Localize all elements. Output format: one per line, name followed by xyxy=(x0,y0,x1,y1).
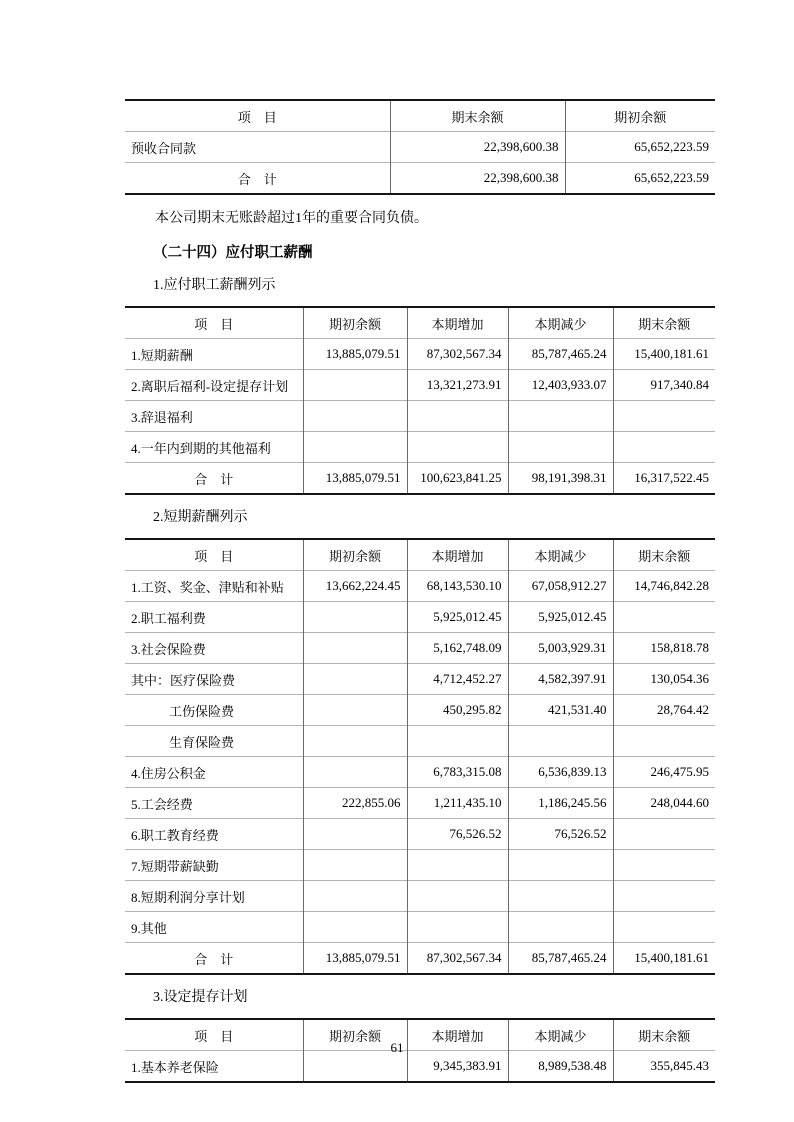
value-cell: 13,885,079.51 xyxy=(303,339,407,370)
value-cell: 6,783,315.08 xyxy=(407,757,508,788)
table-row xyxy=(125,571,715,602)
value-cell: 1,186,245.56 xyxy=(508,788,613,819)
value-cell: 14,746,842.28 xyxy=(613,571,715,602)
value-cell xyxy=(508,726,613,757)
table-row xyxy=(125,339,715,370)
note-text: 本公司期末无账龄超过1年的重要合同负债。 xyxy=(155,211,428,226)
value-cell: 12,403,933.07 xyxy=(508,370,613,401)
column-header: 本期增加 xyxy=(407,307,508,339)
value-cell xyxy=(613,850,715,881)
value-cell: 13,885,079.51 xyxy=(303,943,407,975)
total-row xyxy=(125,163,715,195)
value-cell xyxy=(613,432,715,463)
value-cell: 15,400,181.61 xyxy=(613,943,715,975)
table-row xyxy=(125,757,715,788)
table-header-row xyxy=(125,307,715,339)
value-cell xyxy=(303,819,407,850)
table-row xyxy=(125,370,715,401)
value-cell: 8,989,538.48 xyxy=(508,1051,613,1083)
value-cell: 222,855.06 xyxy=(303,788,407,819)
value-cell xyxy=(407,850,508,881)
column-header: 项 目 xyxy=(194,548,234,564)
value-cell xyxy=(303,370,407,401)
value-cell: 9,345,383.91 xyxy=(407,1051,508,1083)
total-row xyxy=(125,463,715,495)
value-cell: 13,885,079.51 xyxy=(303,463,407,495)
column-header: 本期增加 xyxy=(407,539,508,571)
table-row xyxy=(125,132,715,163)
table-row xyxy=(125,664,715,695)
value-cell: 76,526.52 xyxy=(407,819,508,850)
value-cell xyxy=(303,432,407,463)
item-cell: 5.工会经费 xyxy=(125,788,303,819)
value-cell: 65,652,223.59 xyxy=(565,132,715,163)
subsection-title-2: 2.短期薪酬列示 xyxy=(153,510,248,525)
table-row xyxy=(125,401,715,432)
value-cell xyxy=(303,881,407,912)
value-cell: 13,321,273.91 xyxy=(407,370,508,401)
item-cell: 2.离职后福利-设定提存计划 xyxy=(125,370,303,401)
item-cell: 工伤保险费 xyxy=(125,695,303,726)
item-cell: 1.工资、奖金、津贴和补贴 xyxy=(125,571,303,602)
column-header: 本期增加 xyxy=(407,1019,508,1051)
value-cell xyxy=(613,401,715,432)
value-cell xyxy=(613,881,715,912)
table-row xyxy=(125,432,715,463)
page-number: 61 xyxy=(390,1040,404,1055)
value-cell xyxy=(303,850,407,881)
table-row xyxy=(125,819,715,850)
value-cell: 87,302,567.34 xyxy=(407,943,508,975)
table-row xyxy=(125,633,715,664)
payroll-summary-table xyxy=(125,306,715,495)
subsection-title-3: 3.设定提存计划 xyxy=(153,990,248,1005)
value-cell xyxy=(508,881,613,912)
item-cell: 4.一年内到期的其他福利 xyxy=(125,432,303,463)
value-cell: 16,317,522.45 xyxy=(613,463,715,495)
report-page-content xyxy=(125,0,715,1083)
value-cell xyxy=(613,602,715,633)
value-cell: 5,925,012.45 xyxy=(508,602,613,633)
value-cell: 76,526.52 xyxy=(508,819,613,850)
column-header: 本期减少 xyxy=(508,539,613,571)
value-cell: 6,536,839.13 xyxy=(508,757,613,788)
value-cell xyxy=(303,695,407,726)
value-cell: 5,003,929.31 xyxy=(508,633,613,664)
value-cell: 421,531.40 xyxy=(508,695,613,726)
value-cell xyxy=(303,664,407,695)
item-cell: 合 计 xyxy=(125,943,303,975)
item-cell: 6.职工教育经费 xyxy=(125,819,303,850)
value-cell: 4,582,397.91 xyxy=(508,664,613,695)
value-cell: 67,058,912.27 xyxy=(508,571,613,602)
value-cell: 15,400,181.61 xyxy=(613,339,715,370)
table-row xyxy=(125,912,715,943)
value-cell: 246,475.95 xyxy=(613,757,715,788)
value-cell: 158,818.78 xyxy=(613,633,715,664)
column-header: 项 目 xyxy=(194,1028,234,1044)
item-cell: 合 计 xyxy=(125,463,303,495)
item-cell: 预收合同款 xyxy=(125,132,390,163)
value-cell: 917,340.84 xyxy=(613,370,715,401)
value-cell xyxy=(508,401,613,432)
column-header: 本期减少 xyxy=(508,1019,613,1051)
value-cell: 4,712,452.27 xyxy=(407,664,508,695)
item-cell: 3.辞退福利 xyxy=(125,401,303,432)
column-header: 期初余额 xyxy=(303,539,407,571)
column-header: 期初余额 xyxy=(565,100,715,132)
value-cell xyxy=(613,726,715,757)
value-cell: 87,302,567.34 xyxy=(407,339,508,370)
table-row xyxy=(125,850,715,881)
value-cell: 65,652,223.59 xyxy=(565,163,715,195)
value-cell: 22,398,600.38 xyxy=(390,132,565,163)
item-cell: 4.住房公积金 xyxy=(125,757,303,788)
item-cell: 生育保险费 xyxy=(125,726,303,757)
value-cell xyxy=(613,912,715,943)
value-cell: 355,845.43 xyxy=(613,1051,715,1083)
value-cell xyxy=(303,757,407,788)
column-header: 本期减少 xyxy=(508,307,613,339)
value-cell: 130,054.36 xyxy=(613,664,715,695)
table-row xyxy=(125,695,715,726)
column-header: 项 目 xyxy=(194,316,234,332)
value-cell: 5,162,748.09 xyxy=(407,633,508,664)
value-cell xyxy=(407,432,508,463)
table-row xyxy=(125,788,715,819)
value-cell xyxy=(407,726,508,757)
value-cell: 28,764.42 xyxy=(613,695,715,726)
item-cell: 合 计 xyxy=(125,163,390,195)
column-header: 期末余额 xyxy=(613,539,715,571)
value-cell: 450,295.82 xyxy=(407,695,508,726)
value-cell: 248,044.60 xyxy=(613,788,715,819)
item-cell: 1.短期薪酬 xyxy=(125,339,303,370)
item-cell: 9.其他 xyxy=(125,912,303,943)
table-header-row xyxy=(125,100,715,132)
value-cell xyxy=(613,819,715,850)
table-row xyxy=(125,602,715,633)
value-cell: 100,623,841.25 xyxy=(407,463,508,495)
value-cell xyxy=(508,432,613,463)
value-cell xyxy=(407,912,508,943)
value-cell: 22,398,600.38 xyxy=(390,163,565,195)
value-cell xyxy=(303,912,407,943)
section-heading: （二十四）应付职工薪酬 xyxy=(153,245,313,261)
contract-liability-table xyxy=(125,99,715,195)
value-cell xyxy=(303,726,407,757)
subsection-title-1: 1.应付职工薪酬列示 xyxy=(153,278,276,293)
item-cell: 2.职工福利费 xyxy=(125,602,303,633)
value-cell xyxy=(303,633,407,664)
item-cell: 1.基本养老保险 xyxy=(125,1051,303,1083)
value-cell: 85,787,465.24 xyxy=(508,339,613,370)
value-cell: 13,662,224.45 xyxy=(303,571,407,602)
value-cell xyxy=(303,602,407,633)
table-row xyxy=(125,881,715,912)
column-header: 项 目 xyxy=(237,109,277,125)
column-header: 期末余额 xyxy=(390,100,565,132)
total-row xyxy=(125,943,715,975)
item-cell: 其中：医疗保险费 xyxy=(125,664,303,695)
column-header: 期末余额 xyxy=(613,1019,715,1051)
value-cell xyxy=(407,401,508,432)
value-cell: 98,191,398.31 xyxy=(508,463,613,495)
item-cell: 8.短期利润分享计划 xyxy=(125,881,303,912)
value-cell: 1,211,435.10 xyxy=(407,788,508,819)
item-cell: 7.短期带薪缺勤 xyxy=(125,850,303,881)
value-cell: 68,143,530.10 xyxy=(407,571,508,602)
value-cell xyxy=(508,850,613,881)
column-header: 期末余额 xyxy=(613,307,715,339)
value-cell xyxy=(303,401,407,432)
value-cell: 85,787,465.24 xyxy=(508,943,613,975)
value-cell xyxy=(508,912,613,943)
value-cell xyxy=(407,881,508,912)
column-header: 期初余额 xyxy=(303,307,407,339)
value-cell: 5,925,012.45 xyxy=(407,602,508,633)
table-row xyxy=(125,726,715,757)
table-header-row xyxy=(125,539,715,571)
item-cell: 3.社会保险费 xyxy=(125,633,303,664)
short-term-pay-table xyxy=(125,538,715,975)
column-header: 期初余额 xyxy=(303,1019,407,1051)
